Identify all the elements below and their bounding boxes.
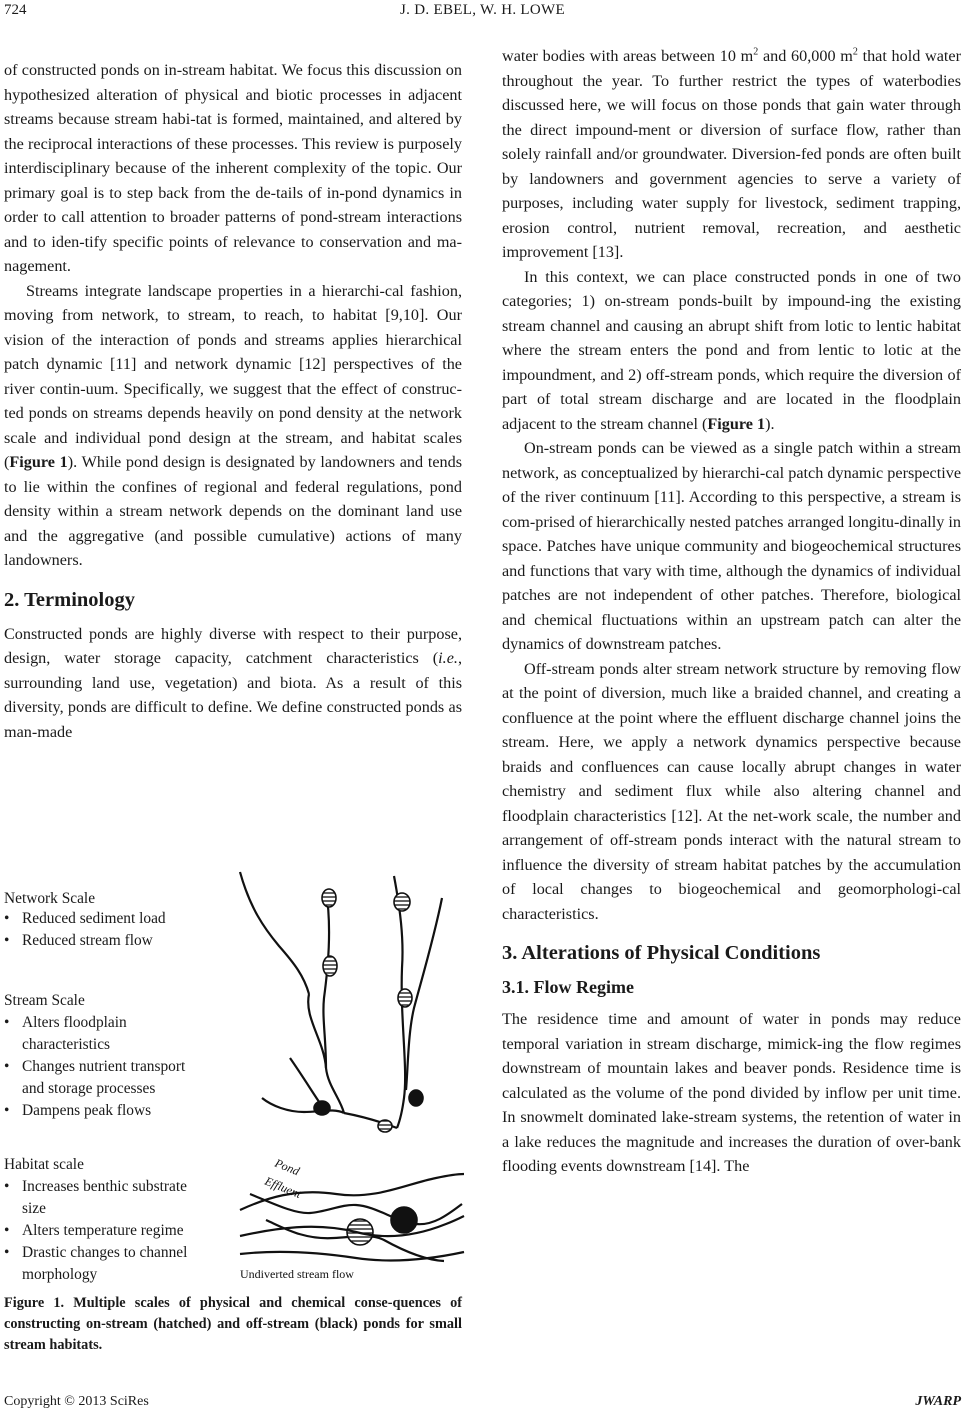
stream-scale-item [4, 1078, 155, 1100]
network-scale-item [4, 930, 153, 952]
label: characteristics [22, 1036, 111, 1053]
effluent-label: Effluent [262, 1173, 304, 1202]
paragraph [502, 44, 961, 265]
figure-reference[interactable]: Figure 1 [707, 414, 766, 433]
network-stream-line [290, 1058, 322, 1106]
paragraph: Off-stream ponds alter stream network structure by removing flow at the point of diversion, much like a braided channel, and creating a confluence at the point where the effluent discharge channel joins the stream. Here, we apply a network dynamics perspective because braids and confluences can cause locally abrupt changes in water chemistry and sediment flux while also altering channel and floodplain characteristics [12]. At the net-work scale, the number and arrangement of off-stream ponds interact with the natural stream to influence the diversity of stream habitat patches by the accumulation of local changes to biogeochemical and geomorphologi-cal characteristics. [502, 659, 961, 923]
text-run: and 60,000 m [758, 47, 853, 65]
on-stream-pond [394, 893, 410, 911]
label: Changes nutrient transport [22, 1058, 186, 1075]
habitat-scale-item [4, 1176, 187, 1198]
label: size [22, 1200, 46, 1217]
label: Drastic changes to channel [22, 1244, 188, 1261]
text-run: Constructed ponds are highly diverse with respect to their purpose, design, water storage capacity, catchment characteristics ( [4, 624, 462, 667]
label: Reduced sediment load [22, 910, 166, 927]
bullet: • [4, 1244, 10, 1261]
stream-scale-title: Stream Scale [4, 992, 85, 1009]
on-stream-pond [398, 989, 412, 1007]
habitat-scale-item [4, 1264, 97, 1286]
right-column [502, 44, 961, 1179]
on-stream-pond [323, 956, 337, 976]
paragraph [4, 622, 462, 745]
habitat-scale-title: Habitat scale [4, 1156, 84, 1173]
habitat-scale-item [4, 1198, 46, 1220]
label: Alters temperature regime [22, 1222, 184, 1239]
bullet: • [4, 1222, 10, 1239]
subsection-heading: 3.1. Flow Regime [502, 977, 634, 997]
page-number: 724 [4, 2, 27, 18]
bullet: • [4, 1058, 10, 1075]
text-run: ). [765, 414, 775, 433]
on-stream-pond [378, 1120, 392, 1132]
text-run: Streams integrate landscape properties in a hierarchi-cal fashion, moving from network, to stream, to reach, to habitat [9,10]. Our vision of the interaction of ponds and streams applies hierarchical patch dynamic [11] and network dynamic [12] perspectives of the river contin-uum. Specifically, we suggest that the effect of construc-ted ponds on streams depends heavily on pond density at the network scale and individual pond design at the stream, and habitat scales ( [4, 281, 462, 471]
section-heading: 3. Alterations of Physical Conditions [502, 942, 821, 964]
label: Reduced stream flow [22, 932, 153, 949]
off-stream-pond [409, 1090, 423, 1106]
bullet: • [4, 932, 10, 949]
paragraph: The residence time and amount of water in ponds may reduce temporal variation in stream discharge, mimick-ing the flow regimes downstream of mountain lakes and beaver ponds. Residence time is calculated as the volume of the pond divided by inflow per unit time. In snowmelt dominated lake-stream systems, the retention of water in a lake reduces the magnitude and increases the duration of over-bank flooding events downstream [14]. The [502, 1010, 961, 1175]
paragraph: On-stream ponds can be viewed as a single patch within a stream network, as conceptualized by hierarchi-cal patch dynamic perspective of the river continuum [11]. According to this perspective, a stream is com-prised of hierarchically nested patches arranged longitu-dinally in space. Patches have unique community and biogeochemical structures and functions that vary with time, although the dynamics of individual patches are not independent of other patches. Therefore, biological and chemical fluctuations within an upstream patch can alter the dynamics of downstream patches. [502, 439, 961, 653]
network-scale-item [4, 908, 166, 930]
left-column [4, 58, 462, 744]
bullet: • [4, 1102, 10, 1119]
label: Increases benthic substrate [22, 1178, 187, 1195]
network-scale-title: Network Scale [4, 890, 96, 907]
stream-scale-item [4, 1034, 110, 1056]
bullet: • [4, 910, 10, 927]
effluent-channel-line [240, 1216, 464, 1236]
stream-scale-item [4, 1056, 185, 1078]
stream-bank-line [240, 1252, 464, 1261]
bullet: • [4, 1014, 10, 1031]
on-stream-pond [322, 889, 336, 907]
paragraph [4, 279, 462, 573]
text-run: , surrounding land use, vegetation) and biota. As a result of this diversity, ponds are difficult to define. We define constructed ponds as man-made [4, 649, 462, 741]
undiverted-stream-flow-label: Undiverted stream flow [240, 1267, 354, 1281]
habitat-scale-item [4, 1242, 187, 1264]
copyright-footer: Copyright © 2013 SciRes [4, 1394, 149, 1409]
network-stream-line [323, 890, 329, 1068]
section-heading: 2. Terminology [4, 588, 135, 611]
text-run: that hold water throughout the year. To further restrict the types of waterbodies discussed here, we will focus on those ponds that gain water through the direct impound-ment or diversion of surface flow, rather than solely rainfall and/or groundwater. Diversion-fed ponds are often built by landowners and government agencies to serve a variety of purposes, including water supply for livestock, sediment trapping, erosion control, nutrient removal, recreation, and aesthetic improvement [13]. [502, 47, 961, 261]
habitat-scale-item [4, 1220, 184, 1242]
superscript: 2 [753, 46, 759, 58]
network-ponds [314, 889, 423, 1132]
text-run: ). While pond design is designated by landowners and tends to lie within the confines of regional and federal regulations, pond density within a stream network depends on the dominant land use and the aggregative (and possible cumulative) actions of many landowners. [4, 453, 462, 569]
label: Alters floodplain [22, 1014, 127, 1031]
label: and storage processes [22, 1080, 156, 1097]
pond-label: Pond [272, 1155, 302, 1179]
superscript: 2 [852, 46, 858, 58]
label: Dampens peak flows [22, 1102, 152, 1119]
network-stream-line [240, 872, 309, 994]
paragraph: of constructed ponds on in-stream habitat. We focus this discussion on hypothesized alteration of physical and biotic processes in adjacent streams because stream habi-tat is formed, maintained, and altered by the reciprocal interactions of these processes. This review is purposely interdisciplinary because of the inherent complexity of the topic. Our primary goal is to step back from the de-tails of in-pond dynamics in order to call attention to broader patterns of pond-stream interactions and to iden-tify specific points of relevance to conservation and ma-nagement. [4, 61, 462, 275]
figure-caption: Figure 1. Multiple scales of physical and chemical conse-quences of constructing on-stream (hatched) and off-stream (black) ponds for small stream habitats. [4, 1295, 462, 1353]
running-title: J. D. EBEL, W. H. LOWE [400, 2, 565, 18]
stream-scale-item [4, 1012, 127, 1034]
figure-1 [4, 868, 464, 1288]
habitat-diagram [236, 1154, 466, 1284]
text-run: water bodies with areas between 10 m [502, 47, 754, 65]
label: morphology [22, 1266, 98, 1283]
paragraph [502, 265, 961, 437]
figure-reference[interactable]: Figure 1 [9, 453, 68, 471]
network-stream-line [262, 1098, 344, 1113]
bullet: • [4, 1178, 10, 1195]
stream-scale-item [4, 1100, 151, 1122]
text-italic: i.e. [438, 649, 458, 667]
off-stream-pond [314, 1101, 330, 1115]
journal-footer: JWARP [915, 1394, 961, 1409]
text-run: In this context, we can place constructed ponds in one of two categories; 1) on-stream ponds-built by impound-ing the existing stream channel and causing an abrupt shift from lotic to lentic habitat where the stream enters the pond and from lentic to lotic at the impoundment, and 2) off-stream ponds, which require the diversion of part of total stream discharge and are located in the floodplain adjacent to the stream channel ( [502, 267, 961, 433]
